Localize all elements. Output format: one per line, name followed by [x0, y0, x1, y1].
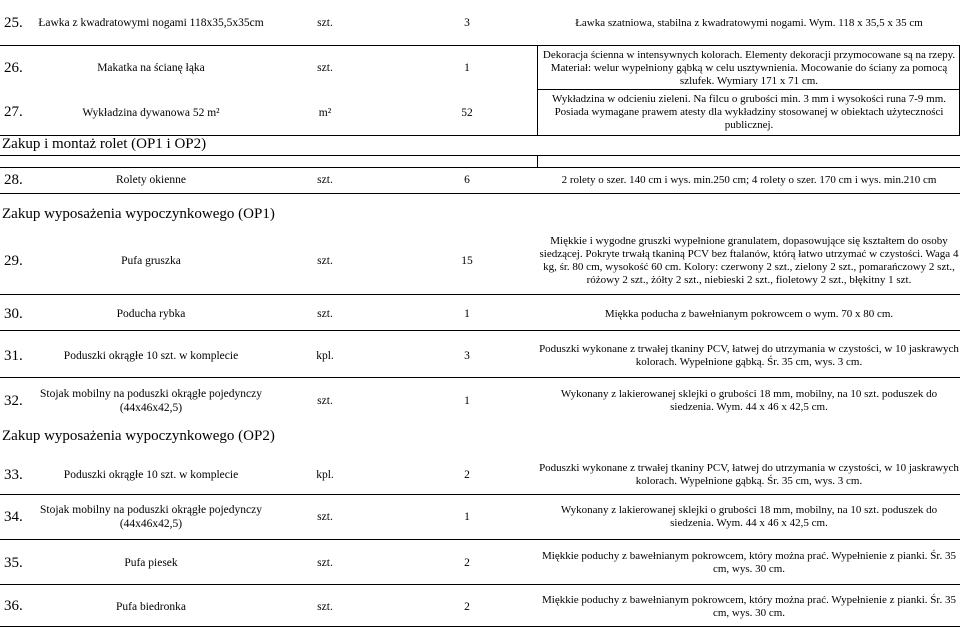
row-number: 30.	[4, 305, 23, 322]
table-rule	[0, 294, 960, 295]
section-heading: Zakup wyposażenia wypoczynkowego (OP2)	[2, 428, 275, 444]
item-description: Dekoracja ścienna w intensywnych kolorach. Elementy dekoracji przymocowane są na rzepy. Materiał: welur wypełniony gąbką w celu usztywnienia. Mocowanie do ściany za pomocą szlufek. Wymiary 171 x 71 cm.	[542, 48, 956, 87]
item-name: Poducha rybka	[116, 308, 186, 320]
row-number: 35.	[4, 554, 23, 571]
section-heading: Zakup wyposażenia wypoczynkowego (OP1)	[2, 206, 275, 222]
item-description: Ławka szatniowa, stabilna z kwadratowymi nogami. Wym. 118 x 35,5 x 35 cm	[575, 16, 923, 29]
item-unit: szt.	[317, 395, 333, 407]
row-number: 34.	[4, 508, 23, 525]
row-number: 26.	[4, 59, 23, 76]
item-name: Stojak mobilny na poduszki okrągłe pojedynczy (44x46x42,5)	[40, 388, 262, 414]
item-name: Pufa biedronka	[116, 600, 186, 613]
item-quantity: 1	[464, 511, 470, 523]
row-number: 31.	[4, 347, 23, 364]
item-unit: kpl.	[316, 469, 334, 481]
table-rule	[537, 156, 538, 168]
table-rule	[537, 46, 538, 136]
item-description: Poduszki wykonane z trwałej tkaniny PCV, łatwej do utrzymania w czystości, w 10 jaskrawych kolorach. Wypełnione gąbką. Śr. 35 cm, wys. 3 cm.	[539, 462, 959, 487]
table-row	[0, 496, 960, 538]
table-row	[0, 586, 960, 627]
row-number: 33.	[4, 466, 23, 483]
table-rule	[0, 45, 960, 46]
item-quantity: 1	[464, 308, 470, 320]
table-row	[0, 336, 960, 376]
table-rule	[538, 89, 960, 90]
item-name: Makatka na ścianę łąka	[97, 62, 205, 74]
item-unit: szt.	[317, 174, 333, 186]
item-quantity: 6	[464, 174, 470, 186]
table-row	[0, 456, 960, 494]
table-row	[0, 542, 960, 584]
item-unit: kpl.	[316, 350, 334, 362]
item-quantity: 52	[461, 106, 473, 119]
table-rule	[0, 539, 960, 540]
item-name: Stojak mobilny na poduszki okrągłe pojedynczy (44x46x42,5)	[40, 504, 262, 530]
row-number: 25.	[4, 14, 23, 31]
item-quantity: 2	[464, 600, 470, 613]
item-description: Poduszki wykonane z trwałej tkaniny PCV, łatwej do utrzymania w czystości, w 10 jaskrawych kolorach. Wypełnione gąbką. Śr. 35 cm, wys. 3 cm.	[539, 343, 959, 368]
item-description: Miękka poducha z bawełnianym pokrowcem o wym. 70 x 80 cm.	[604, 307, 894, 320]
item-unit: szt.	[317, 308, 333, 320]
item-unit: szt.	[317, 62, 333, 74]
table-rule	[0, 155, 960, 156]
table-rule	[0, 330, 960, 331]
row-number: 28.	[4, 171, 23, 188]
item-quantity: 3	[464, 17, 470, 29]
item-quantity: 1	[464, 62, 470, 74]
item-unit: szt.	[317, 511, 333, 523]
item-quantity: 2	[464, 557, 470, 569]
row-number: 27.	[4, 104, 23, 120]
table-row	[0, 228, 960, 294]
item-quantity: 1	[464, 395, 470, 407]
row-number: 36.	[4, 598, 23, 614]
item-description: Wykładzina w odcieniu zieleni. Na filcu o grubości min. 3 mm i wysokości runa 7-9 mm. Posiada wymagane prawem atesty dla wykładziny stosowanej w obiektach użyteczności publicznej.	[551, 93, 947, 131]
item-description: 2 rolety o szer. 140 cm i wys. min.250 cm; 4 rolety o szer. 170 cm i wys. min.210 cm	[561, 173, 937, 186]
item-name: Rolety okienne	[116, 174, 186, 186]
item-quantity: 3	[464, 350, 470, 362]
row-number: 29.	[4, 252, 23, 269]
item-unit: szt.	[317, 557, 333, 569]
table-rule	[0, 167, 960, 168]
table-rule	[0, 377, 960, 378]
item-description: Wykonany z lakierowanej sklejki o grubości 18 mm, mobilny, na 10 szt. poduszek do siedzenia. Wym. 44 x 46 x 42,5 cm.	[560, 388, 938, 413]
table-rule	[0, 135, 960, 136]
item-unit: szt.	[317, 600, 333, 613]
table-rule	[0, 193, 960, 194]
table-row	[0, 0, 960, 46]
table-row	[0, 90, 960, 135]
row-number: 32.	[4, 392, 23, 409]
item-quantity: 2	[464, 469, 470, 481]
item-unit: szt.	[317, 255, 333, 267]
item-unit: szt.	[317, 17, 333, 29]
table-rule	[0, 584, 960, 585]
item-unit: m²	[318, 106, 332, 119]
item-description: Miękkie poduchy z bawełnianym pokrowcem, który można prać. Wypełnienie z pianki. Śr. 35 cm, wys. 30 cm.	[542, 593, 956, 619]
item-description: Wykonany z lakierowanej sklejki o grubości 18 mm, mobilny, na 10 szt. poduszek do siedzenia. Wym. 44 x 46 x 42,5 cm.	[560, 504, 938, 529]
item-name: Poduszki okrągłe 10 szt. w komplecie	[63, 469, 239, 481]
table-row	[0, 378, 960, 424]
item-name: Pufa piesek	[124, 557, 178, 569]
table-rule	[0, 494, 960, 495]
item-description: Miękkie i wygodne gruszki wypełnione granulatem, dopasowujące się kształtem do osoby siedzącej. Pokryte trwałą tkaniną PCV bez ftalanów, którą łatwo utrzymać w czystości. Waga 4 kg, śr. 80 cm, wysokość 60 cm. Kolory: czerwony 2 szt., zielony 2 szt., pomarańczowy 2 szt., różowy 2 szt., żółty 2 szt., niebieski 2 szt., fioletowy 2 szt., błękitny 1 szt.	[539, 235, 959, 286]
item-description: Miękkie poduchy z bawełnianym pokrowcem, który można prać. Wypełnienie z pianki. Śr. 35 cm, wys. 30 cm.	[542, 550, 956, 575]
item-name: Pufa gruszka	[121, 255, 181, 267]
section-heading: Zakup i montaż rolet (OP1 i OP2)	[2, 136, 207, 152]
table-row	[0, 168, 960, 192]
item-quantity: 15	[461, 255, 473, 267]
table-row	[0, 302, 960, 326]
item-name: Ławka z kwadratowymi nogami 118x35,5x35cm	[38, 17, 264, 29]
table-row	[0, 46, 960, 90]
item-name: Wykładzina dywanowa 52 m²	[82, 106, 220, 119]
item-name: Poduszki okrągłe 10 szt. w komplecie	[63, 350, 239, 362]
